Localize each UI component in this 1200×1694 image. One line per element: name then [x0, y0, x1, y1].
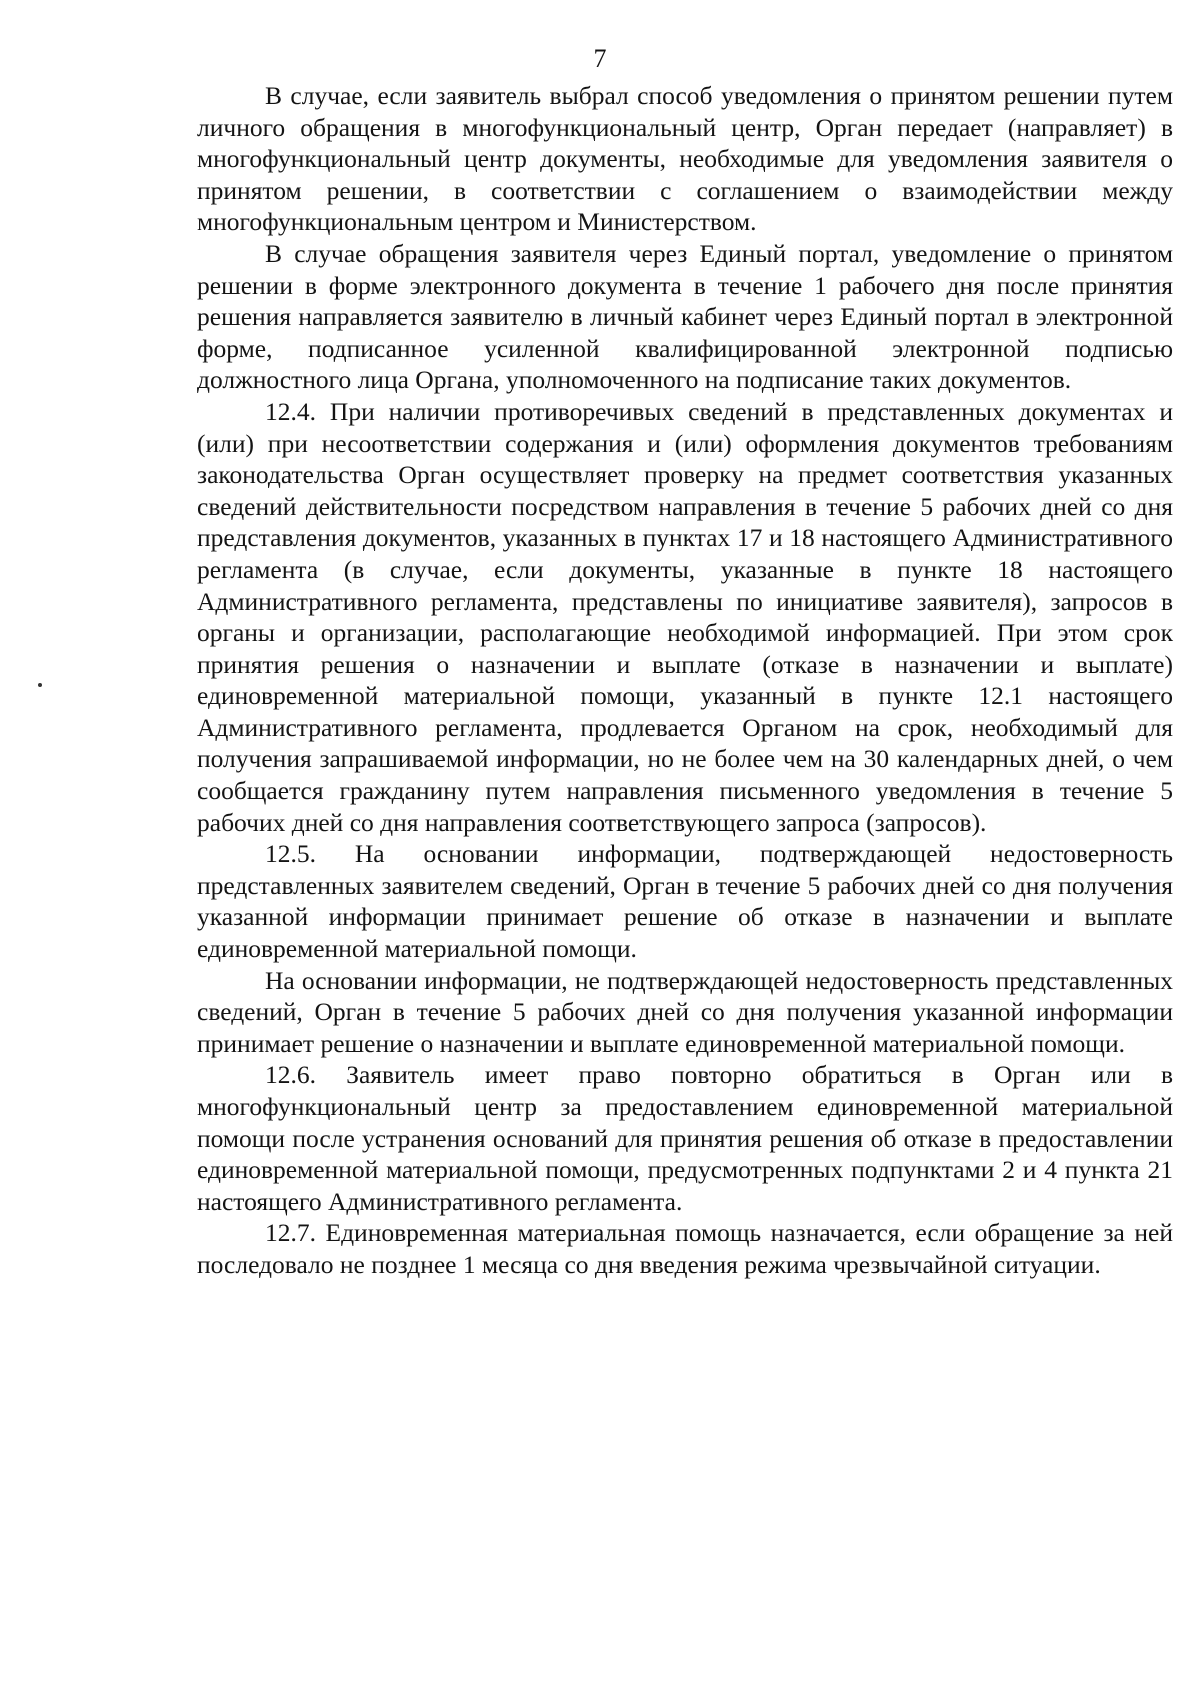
- paragraph-notification-mfc: В случае, если заявитель выбрал способ уведомления о принятом решении путем личного обращения в многофункциональный центр, Орган передает (направляет) в многофункциональный центр документы, необходимые для уведомления заявителя о принятом решении, в соответствии с соглашением о взаимодействии между многофункциональным центром и Министерством.: [197, 81, 1173, 237]
- paragraph-12-4: 12.4. При наличии противоречивых сведений в представленных документах и (или) при несоответствии содержания и (или) оформления документов требованиям законодательства Орган осуществляет проверку на предмет соответствия указанных сведений действительности посредством направления в течение 5 рабочих дней со дня представления документов, указанных в пунктах 17 и 18 настоящего Административного регламента (в случае, если документы, указанные в пункте 18 настоящего Административного регламента, представлены по инициативе заявителя), запросов в органы и организации, располагающие необходимой информацией. При этом срок принятия решения о назначении и выплате (отказе в назначении и выплате) единовременной материальной помощи, указанный в пункте 12.1 настоящего Административного регламента, продлевается Органом на срок, необходимый для получения запрашиваемой информации, но не более чем на 30 календарных дней, о чем сообщается гражданину путем направления письменного уведомления в течение 5 рабочих дней со дня направления соответствующего запроса (запросов).: [197, 396, 1173, 837]
- paragraph-12-5-continued: На основании информации, не подтверждающей недостоверность представленных сведений, Орган в течение 5 рабочих дней со дня получения указанной информации принимает решение о назначении и выплате единовременной материальной помощи.: [197, 965, 1173, 1058]
- paragraph-12-6: 12.6. Заявитель имеет право повторно обратиться в Орган или в многофункциональный центр за предоставлением единовременной материальной помощи после устранения оснований для принятия решения об отказе в предоставлении единовременной материальной помощи, предусмотренных подпунктами 2 и 4 пункта 21 настоящего Административного регламента.: [197, 1060, 1173, 1216]
- document-body: [197, 80, 1173, 1281]
- page-number: 7: [593, 44, 607, 73]
- paragraph-12-5: 12.5. На основании информации, подтверждающей недостоверность представленных заявителем сведений, Орган в течение 5 рабочих дней со дня получения указанной информации принимает решение об отказе в назначении и выплате единовременной материальной помощи.: [197, 839, 1173, 964]
- paragraph-notification-portal: В случае обращения заявителя через Единый портал, уведомление о принятом решении в форме электронного документа в течение 1 рабочего дня после принятия решения направляется заявителю в личный кабинет через Единый портал в электронной форме, подписанное усиленной квалифицированной электронной подписью должностного лица Органа, уполномоченного на подписание таких документов.: [197, 238, 1173, 395]
- scan-artifact-dot: [38, 683, 42, 687]
- paragraph-12-7: 12.7. Единовременная материальная помощь назначается, если обращение за ней последовало не позднее 1 месяца со дня введения режима чрезвычайной ситуации.: [197, 1218, 1173, 1279]
